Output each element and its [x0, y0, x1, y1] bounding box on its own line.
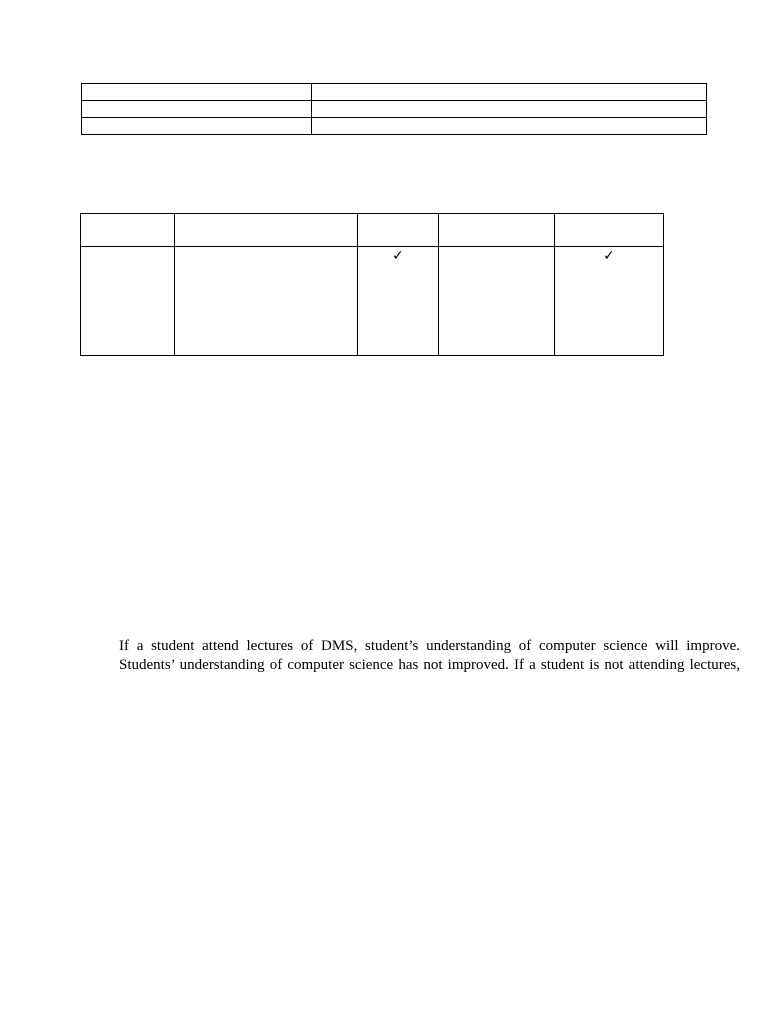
paragraph-line: Students’ understanding of computer science has not improved. If a student is not attending lectures,	[119, 657, 740, 673]
header-cell	[439, 214, 555, 247]
table-cell	[358, 247, 439, 356]
header-cell	[175, 214, 358, 247]
table-cell	[82, 84, 312, 101]
table-cell	[81, 247, 175, 356]
table-row	[82, 101, 707, 118]
table-row	[82, 84, 707, 101]
table-cell	[312, 118, 707, 135]
table-cell	[82, 101, 312, 118]
table-cell	[175, 247, 358, 356]
table-header-row	[81, 214, 664, 247]
header-cell	[358, 214, 439, 247]
table-cell	[439, 247, 555, 356]
checkmark-icon: ✓	[392, 248, 404, 264]
header-cell	[555, 214, 664, 247]
table-row	[81, 247, 664, 356]
info-table	[81, 83, 707, 135]
checkmark-table	[80, 213, 664, 356]
body-paragraph	[119, 637, 740, 675]
paragraph-line: If a student attend lectures of DMS, student’s understanding of computer science will improve.	[119, 638, 740, 654]
table-cell	[82, 118, 312, 135]
table-cell	[312, 84, 707, 101]
table-cell	[312, 101, 707, 118]
table-cell	[555, 247, 664, 356]
header-cell	[81, 214, 175, 247]
checkmark-icon: ✓	[603, 248, 615, 264]
table-row	[82, 118, 707, 135]
